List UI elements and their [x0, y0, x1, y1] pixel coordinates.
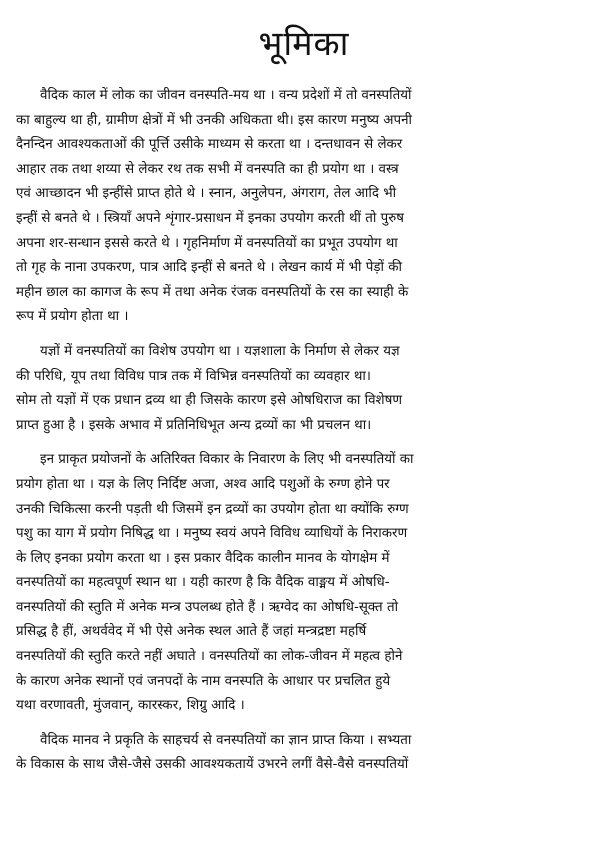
text-line: की परिधि, यूप तथा विविध पात्र तक में विभिन्न वनस्पतियों का व्यवहार था। — [16, 368, 371, 384]
paragraph-4 — [16, 729, 592, 778]
text-line: के लिए इनका प्रयोग करता था । इस प्रकार वैदिक कालीन मानव के योगक्षेम में — [16, 550, 390, 566]
text-line: वनस्पतियों की स्तुति में अनेक मन्त्र उपलब्ध होते हैं । ऋग्वेद का ओषधि-सूक्त तो — [16, 599, 399, 615]
text-line: वनस्पतियों का महत्वपूर्ण स्थान था । यही कारण है कि वैदिक वाङ्मय में ओषधि- — [16, 575, 390, 591]
paragraph-2 — [16, 340, 592, 438]
page-title: भूमिका — [258, 24, 350, 64]
text-line: वैदिक काल में लोक का जीवन वनस्पति-मय था । वन्य प्रदेशों में तो वनस्पतियों — [40, 88, 412, 103]
paragraph-3 — [16, 448, 592, 719]
text-line: के कारण अनेक स्थानों एवं जनपदों के नाम वनस्पति के आधार पर प्रचलित हुये — [16, 673, 391, 689]
text-line: एवं आच्छादन भी इन्हींसे प्राप्त होते थे । स्नान, अनुलेपन, अंगराग, तेल आदि भी — [16, 186, 397, 202]
text-line: प्रसिद्ध है हीं, अथर्ववेद में भी ऐसे अनेक स्थल आते हैं जहां मन्त्रद्रष्टा महर्षि — [16, 624, 367, 640]
text-line: का बाहुल्य था ही, ग्रामीण क्षेत्रों में भी उनकी अधिकता थी। इस कारण मनुष्य अपनी — [16, 112, 413, 128]
text-line: वैदिक मानव ने प्रकृति के साहचर्य से वनस्पतियों का ज्ञान प्राप्त किया । सभ्यता — [40, 732, 412, 748]
text-line: उनकी चिकित्सा करनी पड़ती थी जिसमें इन द्रव्यों का उपयोग होता था क्योंकि रुग्ण — [16, 501, 409, 517]
text-line: आहार तक तथा शय्या से लेकर रथ तक सभी में वनस्पति का ही प्रयोग था । वस्त्र — [16, 161, 399, 177]
paragraph-1 — [16, 84, 592, 330]
text-line: यज्ञों में वनस्पतियों का विशेष उपयोग था । यज्ञशाला के निर्माण से लेकर यज्ञ — [40, 343, 400, 359]
text-line: इन्हीं से बनते थे । स्त्रियाँ अपने शृंगार-प्रसाधन में इनका उपयोग करती थीं तो पुरुष — [16, 210, 404, 226]
text-line: तो गृह के नाना उपकरण, पात्र आदि इन्हीं से बनते थे । लेखन कार्य में भी पेड़ों की — [16, 260, 402, 276]
text-line: प्राप्त हुआ है । इसके अभाव में प्रतिनिधिभूत अन्य द्रव्यों का भी प्रचलन था। — [16, 417, 372, 433]
text-line: रूप में प्रयोग होता था । — [16, 309, 129, 325]
text-line: यथा वरणावती, मुंजवान्, कारस्कर, शिग्रु आदि । — [16, 698, 245, 714]
text-line: महीन छाल का कागज के रूप में तथा अनेक रंजक वनस्पतियों के रस का स्याही के — [16, 284, 409, 300]
text-line: पशु का याग में प्रयोग निषिद्ध था । मनुष्य स्वयं अपने विविध व्याधियों के निराकरण — [16, 526, 408, 542]
text-line: दैनन्दिन आवश्यकताओं की पूर्त्ति उसीके माध्यम से करता था । दन्तधावन से लेकर — [16, 137, 403, 153]
text-line: अपना शर-सन्धान इससे करते थे । गृहनिर्माण में वनस्पतियों का प्रभूत उपयोग था — [16, 235, 398, 251]
text-line: वनस्पतियों की स्तुति करते नहीं अघाते । वनस्पतियों का लोक-जीवन में महत्व होने — [16, 649, 403, 665]
text-line: इन प्राकृत प्रयोजनों के अतिरिक्त विकार के निवारण के लिए भी वनस्पतियों का — [40, 452, 414, 468]
text-line: के विकास के साथ जैसे-जैसे उसकी आवश्यकतायें उभरने लगीं वैसे-वैसे वनस्पतियों — [16, 757, 409, 773]
text-line: प्रयोग होता था । यज्ञ के लिए निर्दिष्ट अजा, अश्व आदि पशुओं के रुग्ण होने पर — [16, 476, 390, 492]
text-line: सोम तो यज्ञों में एक प्रधान द्रव्य था ही जिसके कारण इसे ओषधिराज का विशेषण — [16, 393, 403, 409]
